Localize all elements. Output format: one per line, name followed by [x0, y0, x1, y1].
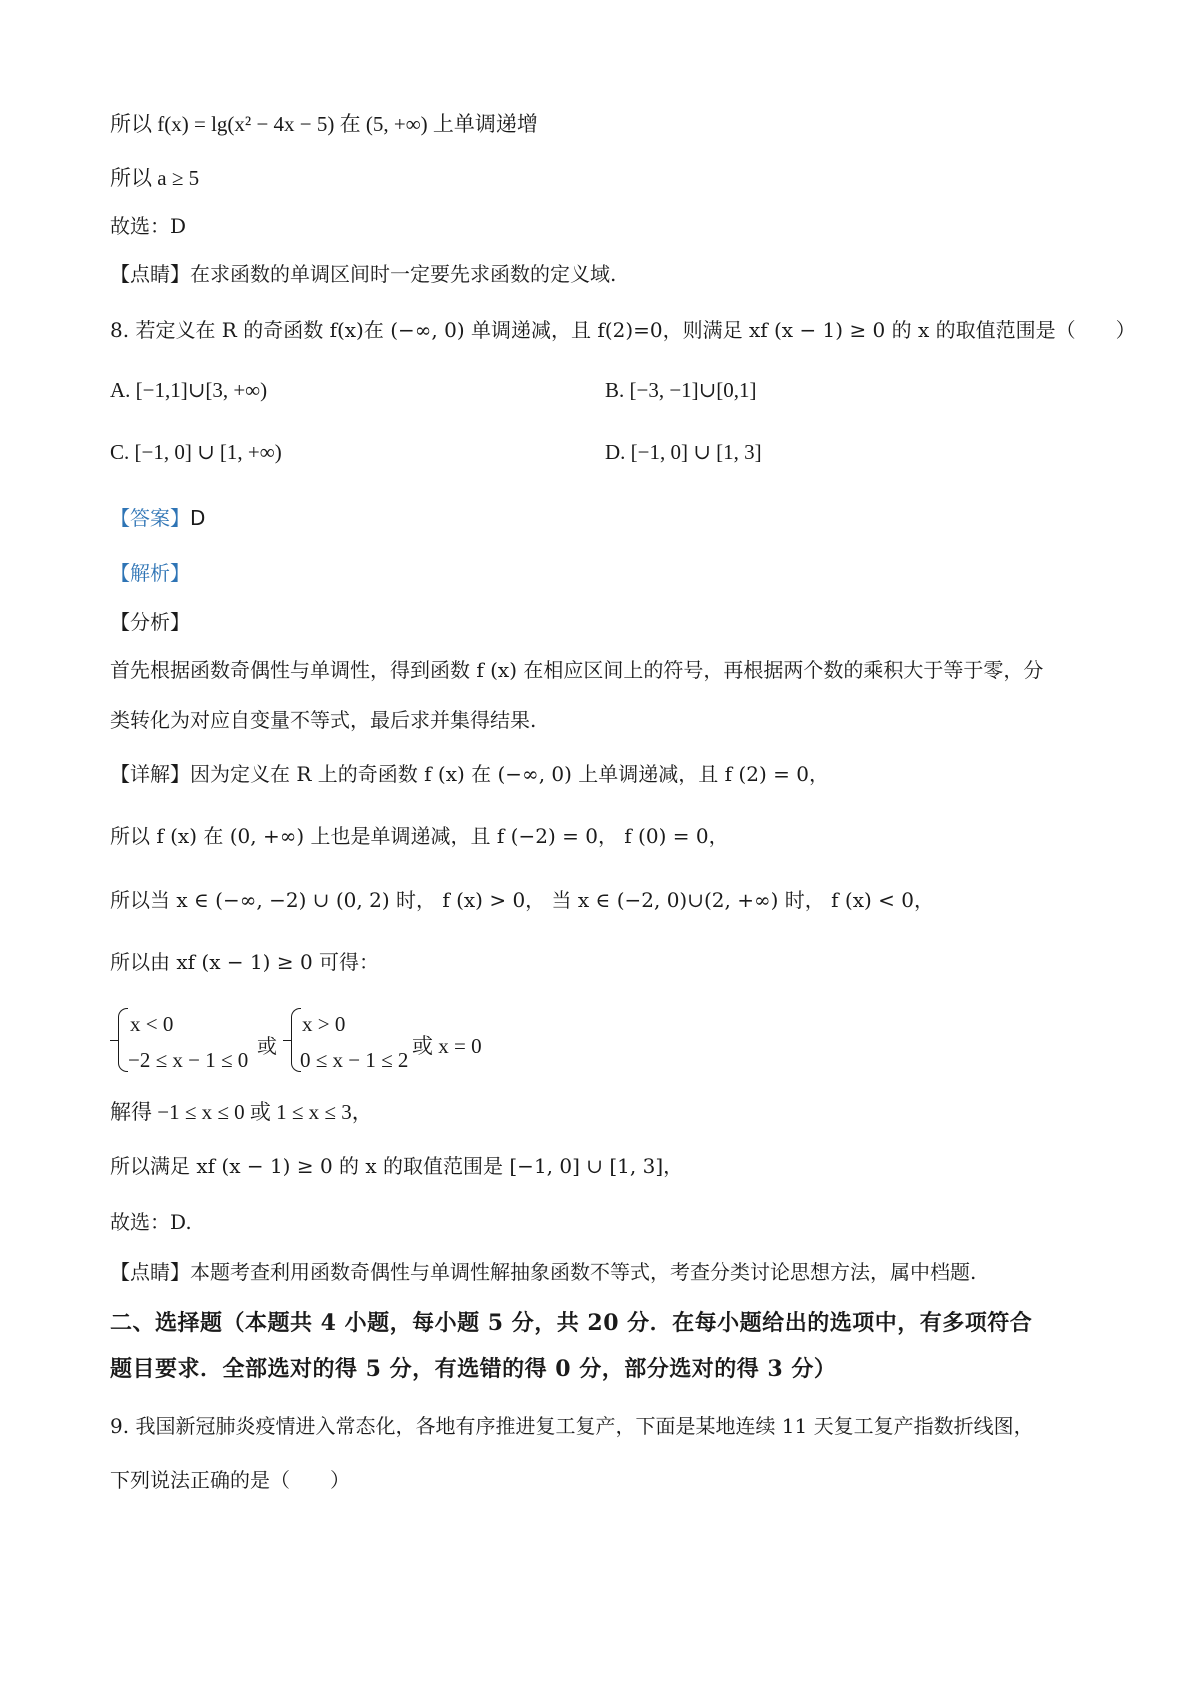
- tip-line-8: 【点睛】本题考查利用函数奇偶性与单调性解抽象函数不等式，考查分类讨论思想方法，属中档题.: [110, 1260, 977, 1284]
- system-1-row-2: −2 ≤ x − 1 ≤ 0: [128, 1048, 249, 1072]
- detail-line-6: 所以满足 xf (x − 1) ≥ 0 的 x 的取值范围是 [−1, 0] ∪ [1, 3]，: [110, 1154, 684, 1178]
- solution-choice-line: 故选：D: [110, 214, 187, 238]
- analysis-label: 【解析】: [110, 561, 190, 585]
- fenxi-line-1: 首先根据函数奇偶性与单调性，得到函数 f (x) 在相应区间上的符号，再根据两个数的乘积大于等于零，分: [110, 658, 1044, 682]
- system-1-row-1: x < 0: [130, 1012, 174, 1036]
- option-b: B. [−3, −1]∪[0,1]: [605, 378, 757, 402]
- section-2-heading-1: 二、选择题（本题共 4 小题，每小题 5 分，共 20 分．在每小题给出的选项中，有多项符合: [110, 1310, 1033, 1336]
- detail-line-3: 所以当 x ∈ (−∞, −2) ∪ (0, 2) 时， f (x) > 0， 当 x ∈ (−2, 0)∪(2, +∞) 时， f (x) < 0，: [110, 888, 934, 912]
- or-connector-2: 或 x = 0: [412, 1034, 482, 1058]
- fenxi-label: 【分析】: [110, 610, 190, 634]
- question-9-line-1: 9. 我国新冠肺炎疫情进入常态化，各地有序推进复工复产，下面是某地连续 11 天复工复产指数折线图，: [110, 1414, 1034, 1438]
- tip-line-7: 【点睛】在求函数的单调区间时一定要先求函数的定义域.: [110, 262, 617, 286]
- system-2-row-1: x > 0: [302, 1012, 346, 1036]
- question-8-stem: 8. 若定义在 R 的奇函数 f(x)在 (−∞, 0) 单调递减，且 f(2)=0，则满足 xf (x − 1) ≥ 0 的 x 的取值范围是（ ）: [110, 318, 1136, 342]
- fenxi-line-2: 类转化为对应自变量不等式，最后求并集得结果.: [110, 708, 537, 732]
- solution-line-monotonic: 所以 f(x) = lg(x² − 4x − 5) 在 (5, +∞) 上单调递增: [110, 112, 538, 136]
- detail-line-1: 【详解】因为定义在 R 上的奇函数 f (x) 在 (−∞, 0) 上单调递减，且 f (2) = 0，: [110, 762, 829, 786]
- brace-left-1: [118, 1008, 128, 1072]
- section-2-heading-2: 题目要求．全部选对的得 5 分，有选错的得 0 分，部分选对的得 3 分）: [110, 1356, 837, 1382]
- answer-label: 【答案】: [110, 506, 190, 530]
- answer-line: [110, 508, 205, 528]
- or-connector-1: 或: [257, 1034, 277, 1058]
- solution-line-a-range: 所以 a ≥ 5: [110, 166, 200, 190]
- option-d: D. [−1, 0] ∪ [1, 3]: [605, 440, 762, 464]
- detail-line-4: 所以由 xf (x − 1) ≥ 0 可得：: [110, 950, 380, 974]
- system-2-row-2: 0 ≤ x − 1 ≤ 2: [300, 1048, 409, 1072]
- detail-line-2: 所以 f (x) 在 (0, +∞) 上也是单调递减，且 f (−2) = 0， f (0) = 0，: [110, 824, 729, 848]
- question-9-line-2: 下列说法正确的是（ ）: [110, 1468, 350, 1492]
- answer-value: D: [190, 506, 206, 530]
- option-a: A. [−1,1]∪[3, +∞): [110, 378, 268, 402]
- detail-line-5: 解得 −1 ≤ x ≤ 0 或 1 ≤ x ≤ 3，: [110, 1100, 373, 1124]
- detail-line-7: 故选：D.: [110, 1210, 192, 1234]
- option-c: C. [−1, 0] ∪ [1, +∞): [110, 440, 282, 464]
